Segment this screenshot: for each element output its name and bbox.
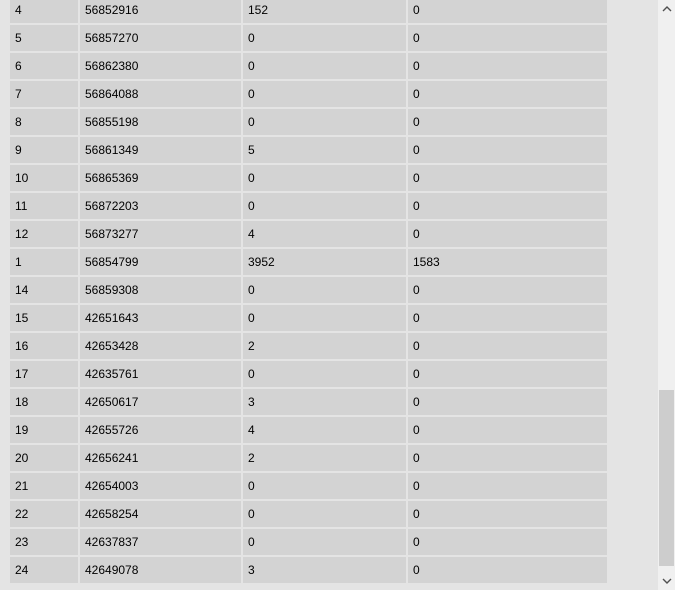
table-row[interactable] xyxy=(10,501,607,527)
table-cell: 56855198 xyxy=(80,109,241,135)
table-row[interactable] xyxy=(10,529,607,555)
table-cell: 14 xyxy=(10,277,78,303)
table-cell: 56862380 xyxy=(80,53,241,79)
table-cell: 42658254 xyxy=(80,501,241,527)
table-cell: 22 xyxy=(10,501,78,527)
table-cell: 152 xyxy=(243,0,406,23)
table-row[interactable] xyxy=(10,445,607,471)
table-cell: 4 xyxy=(243,221,406,247)
table-cell: 7 xyxy=(10,81,78,107)
table-cell: 21 xyxy=(10,473,78,499)
table-cell: 56859308 xyxy=(80,277,241,303)
table-cell: 56865369 xyxy=(80,165,241,191)
table-cell: 0 xyxy=(243,361,406,387)
table-cell: 42656241 xyxy=(80,445,241,471)
table-cell: 0 xyxy=(408,389,607,415)
table-cell: 42655726 xyxy=(80,417,241,443)
scroll-thumb[interactable] xyxy=(659,390,674,566)
table-cell: 0 xyxy=(243,501,406,527)
table-row[interactable] xyxy=(10,305,607,331)
table-cell: 0 xyxy=(243,473,406,499)
table-row[interactable] xyxy=(10,137,607,163)
table-row[interactable] xyxy=(10,473,607,499)
table-row[interactable] xyxy=(10,0,607,23)
table-row[interactable] xyxy=(10,193,607,219)
table-row[interactable] xyxy=(10,557,607,583)
table-cell: 0 xyxy=(408,109,607,135)
table-row[interactable] xyxy=(10,277,607,303)
table-cell: 1 xyxy=(10,249,78,275)
table-cell: 56861349 xyxy=(80,137,241,163)
table-cell: 0 xyxy=(408,361,607,387)
table-row[interactable] xyxy=(10,333,607,359)
table-cell: 0 xyxy=(408,0,607,23)
table-cell: 56852916 xyxy=(80,0,241,23)
table-row[interactable] xyxy=(10,53,607,79)
table-cell: 2 xyxy=(243,445,406,471)
table-cell: 0 xyxy=(408,473,607,499)
table-row[interactable] xyxy=(10,417,607,443)
table-cell: 0 xyxy=(243,165,406,191)
table-cell: 0 xyxy=(243,25,406,51)
chevron-up-icon xyxy=(662,5,672,12)
vertical-scrollbar[interactable] xyxy=(658,0,675,590)
table-cell: 8 xyxy=(10,109,78,135)
table-cell: 3 xyxy=(243,389,406,415)
table-cell: 56873277 xyxy=(80,221,241,247)
table-cell: 10 xyxy=(10,165,78,191)
table-cell: 0 xyxy=(408,193,607,219)
table-cell: 16 xyxy=(10,333,78,359)
table-cell: 0 xyxy=(408,445,607,471)
table-cell: 4 xyxy=(10,0,78,23)
table-cell: 0 xyxy=(408,305,607,331)
table-cell: 42654003 xyxy=(80,473,241,499)
table-cell: 56854799 xyxy=(80,249,241,275)
table-cell: 5 xyxy=(243,137,406,163)
table-cell: 0 xyxy=(243,109,406,135)
table-cell: 6 xyxy=(10,53,78,79)
table-cell: 0 xyxy=(408,165,607,191)
data-table xyxy=(10,0,607,585)
table-cell: 0 xyxy=(408,277,607,303)
table-cell: 11 xyxy=(10,193,78,219)
chevron-down-icon xyxy=(662,578,672,585)
table-cell: 18 xyxy=(10,389,78,415)
table-cell: 42637837 xyxy=(80,529,241,555)
table-row[interactable] xyxy=(10,109,607,135)
table-cell: 1583 xyxy=(408,249,607,275)
table-cell: 23 xyxy=(10,529,78,555)
table-cell: 56872203 xyxy=(80,193,241,219)
scroll-down-button[interactable] xyxy=(658,573,675,590)
table-cell: 0 xyxy=(243,81,406,107)
table-row[interactable] xyxy=(10,81,607,107)
table-cell: 42651643 xyxy=(80,305,241,331)
table-cell: 2 xyxy=(243,333,406,359)
table-row[interactable] xyxy=(10,361,607,387)
table-cell: 20 xyxy=(10,445,78,471)
table-cell: 0 xyxy=(408,137,607,163)
table-cell: 5 xyxy=(10,25,78,51)
table-cell: 0 xyxy=(408,81,607,107)
table-cell: 0 xyxy=(243,193,406,219)
table-cell: 42635761 xyxy=(80,361,241,387)
table-cell: 15 xyxy=(10,305,78,331)
table-cell: 0 xyxy=(408,417,607,443)
table-cell: 0 xyxy=(408,25,607,51)
table-row[interactable] xyxy=(10,25,607,51)
table-cell: 17 xyxy=(10,361,78,387)
table-cell: 12 xyxy=(10,221,78,247)
table-cell: 0 xyxy=(243,53,406,79)
table-cell: 0 xyxy=(408,529,607,555)
table-cell: 3952 xyxy=(243,249,406,275)
table-row[interactable] xyxy=(10,249,607,275)
scroll-up-button[interactable] xyxy=(658,0,675,17)
table-cell: 24 xyxy=(10,557,78,583)
table-cell: 42653428 xyxy=(80,333,241,359)
table-cell: 56857270 xyxy=(80,25,241,51)
table-row[interactable] xyxy=(10,165,607,191)
table-cell: 0 xyxy=(243,305,406,331)
table-cell: 3 xyxy=(243,557,406,583)
table-cell: 0 xyxy=(408,53,607,79)
table-cell: 9 xyxy=(10,137,78,163)
table-row[interactable] xyxy=(10,221,607,247)
table-cell: 19 xyxy=(10,417,78,443)
table-cell: 4 xyxy=(243,417,406,443)
table-cell: 42650617 xyxy=(80,389,241,415)
table-cell: 0 xyxy=(243,277,406,303)
table-cell: 42649078 xyxy=(80,557,241,583)
table-cell: 0 xyxy=(408,557,607,583)
table-cell: 0 xyxy=(408,333,607,359)
table-row[interactable] xyxy=(10,389,607,415)
table-cell: 0 xyxy=(408,221,607,247)
table-cell: 0 xyxy=(408,501,607,527)
table-cell: 56864088 xyxy=(80,81,241,107)
table-cell: 0 xyxy=(243,529,406,555)
